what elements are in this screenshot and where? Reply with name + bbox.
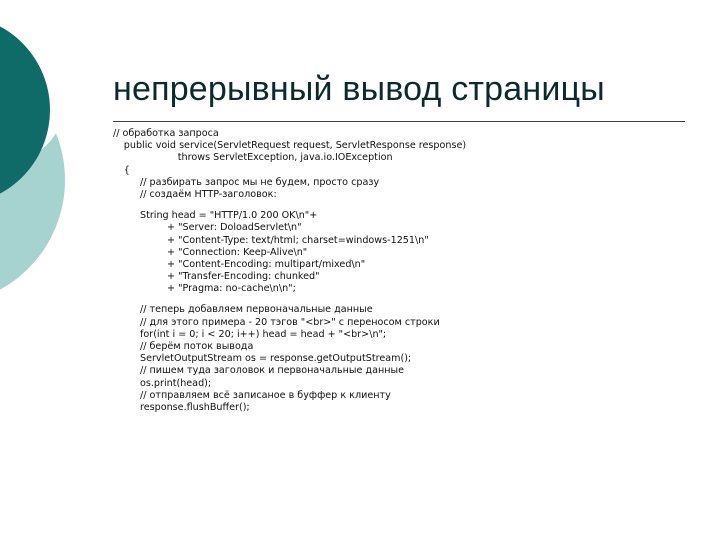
code-line: ServletOutputStream os = response.getOutputStream(); [140, 353, 412, 365]
code-line: // обработка запроса [113, 128, 219, 139]
code-line: throws ServletException, java.io.IOException [177, 152, 393, 164]
slide-decoration [0, 0, 120, 300]
code-line: // создаём HTTP-заголовок: [140, 188, 277, 200]
code-listing [113, 128, 713, 414]
code-line: + "Server: DoloadServlet\n" [167, 222, 302, 234]
code-line: { [123, 164, 130, 176]
code-line: + "Connection: Keep-Alive\n" [167, 246, 308, 258]
code-line: // отправляем всё записаное в буффер к клиенту [140, 389, 391, 401]
code-line: // разбирать запрос мы не будем, просто сразу [140, 176, 380, 188]
code-line [113, 295, 713, 304]
code-line [113, 201, 713, 210]
slide-title: непрерывный вывод страницы [113, 70, 605, 108]
code-line: // теперь добавляем первоначальные данные [140, 304, 373, 316]
code-line: + "Pragma: no-cache\n\n"; [167, 283, 296, 295]
code-line: + "Transfer-Encoding: chunked" [167, 271, 320, 283]
code-line: response.flushBuffer(); [140, 401, 250, 413]
code-line: // берём поток вывода [140, 341, 254, 352]
code-line: // для этого примера - 20 тэгов "<br>" с переносом строки [140, 316, 440, 328]
code-line: String head = "HTTP/1.0 200 OK\n"+ [140, 210, 318, 222]
title-divider [113, 121, 685, 122]
code-line: public void service(ServletRequest request, ServletResponse response) [123, 140, 467, 152]
code-line: // пишем туда заголовок и первоначальные данные [140, 365, 404, 377]
code-line: for(int i = 0; i < 20; i++) head = head + "<br>\n"; [140, 328, 387, 340]
code-line: + "Content-Type: text/html; charset=windows-1251\n" [167, 234, 429, 246]
code-line: + "Content-Encoding: multipart/mixed\n" [167, 258, 366, 270]
code-line: os.print(head); [140, 377, 212, 389]
